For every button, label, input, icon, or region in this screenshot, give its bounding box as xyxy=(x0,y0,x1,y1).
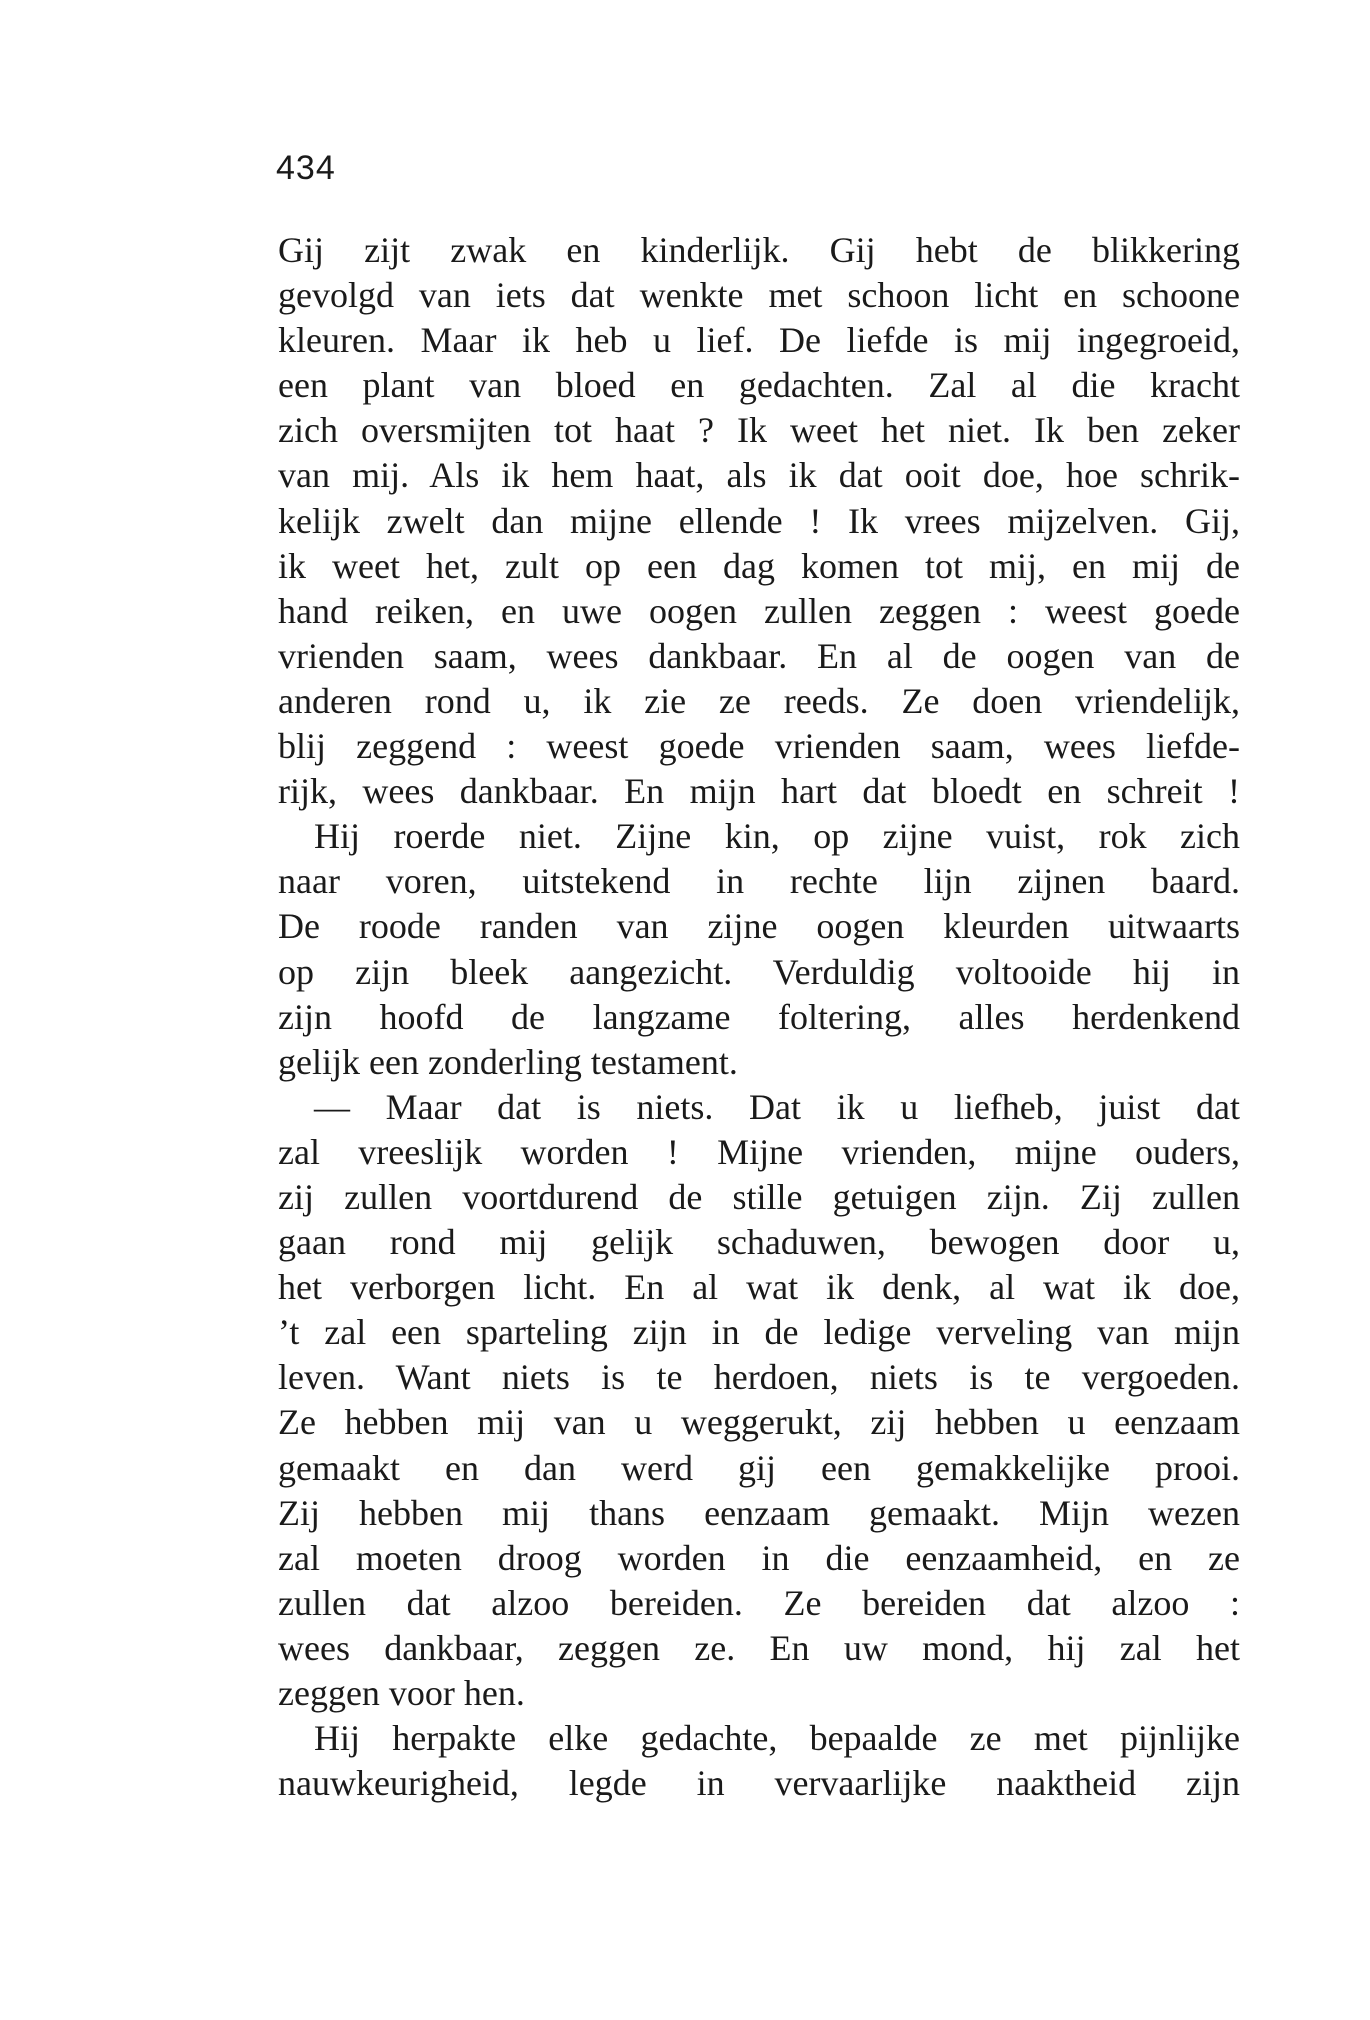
text-line: kleuren. Maar ik heb u lief. De liefde is mij ingegroeid, xyxy=(278,320,1240,361)
text-line: wees dankbaar, zeggen ze. En uw mond, hij zal het xyxy=(278,1627,1240,1668)
text-line: De roode randen van zijne oogen kleurden uitwaarts xyxy=(278,906,1240,947)
text-line: gaan rond mij gelijk schaduwen, bewogen door u, xyxy=(278,1222,1240,1263)
text-line: rijk, wees dankbaar. En mijn hart dat bloedt en schreit ! xyxy=(278,771,1240,812)
text-line: Hij herpakte elke gedachte, bepaalde ze met pijnlijke xyxy=(314,1718,1240,1759)
text-line: anderen rond u, ik zie ze reeds. Ze doen vriendelijk, xyxy=(278,680,1240,721)
text-line: gelijk een zonderling testament. xyxy=(278,1041,738,1082)
text-line: zullen dat alzoo bereiden. Ze bereiden dat alzoo : xyxy=(278,1582,1240,1623)
text-line: gevolgd van iets dat wenkte met schoon licht en schoone xyxy=(278,275,1240,316)
text-line: zijn hoofd de langzame foltering, alles herdenkend xyxy=(278,996,1240,1037)
text-line: vrienden saam, wees dankbaar. En al de oogen van de xyxy=(278,635,1240,676)
text-line: blij zeggend : weest goede vrienden saam, wees liefde- xyxy=(278,726,1240,767)
text-line: kelijk zwelt dan mijne ellende ! Ik vrees mijzelven. Gij, xyxy=(278,500,1240,541)
text-line: leven. Want niets is te herdoen, niets is te vergoeden. xyxy=(278,1357,1240,1398)
text-line: een plant van bloed en gedachten. Zal al die kracht xyxy=(278,365,1240,406)
text-line: zij zullen voortdurend de stille getuigen zijn. Zij zullen xyxy=(278,1176,1240,1217)
page-number: 434 xyxy=(276,149,336,187)
body-text xyxy=(278,228,1240,1806)
text-line: gemaakt en dan werd gij een gemakkelijke prooi. xyxy=(278,1447,1240,1488)
text-line: zal moeten droog worden in die eenzaamheid, en ze xyxy=(278,1537,1240,1578)
text-line: Ze hebben mij van u weggerukt, zij hebben u eenzaam xyxy=(278,1402,1240,1443)
text-line: — Maar dat is niets. Dat ik u liefheb, juist dat xyxy=(314,1086,1240,1127)
text-line: naar voren, uitstekend in rechte lijn zijnen baard. xyxy=(278,861,1240,902)
text-line: op zijn bleek aangezicht. Verduldig voltooide hij in xyxy=(278,951,1240,992)
text-line: zich oversmijten tot haat ? Ik weet het niet. Ik ben zeker xyxy=(278,410,1240,451)
text-line: Gij zijt zwak en kinderlijk. Gij hebt de blikkering xyxy=(278,230,1240,270)
text-line: zeggen voor hen. xyxy=(278,1673,525,1713)
text-line: Hij roerde niet. Zijne kin, op zijne vuist, rok zich xyxy=(314,816,1240,857)
text-line: ’t zal een sparteling zijn in de ledige verveling van mijn xyxy=(278,1312,1240,1353)
text-line: hand reiken, en uwe oogen zullen zeggen : weest goede xyxy=(278,590,1240,631)
text-line: Zij hebben mij thans eenzaam gemaakt. Mijn wezen xyxy=(278,1492,1240,1533)
text-line: zal vreeslijk worden ! Mijne vrienden, mijne ouders, xyxy=(278,1131,1240,1172)
text-line: nauwkeurigheid, legde in vervaarlijke naaktheid zijn xyxy=(278,1763,1240,1804)
text-line: ik weet het, zult op een dag komen tot mij, en mij de xyxy=(278,545,1240,586)
text-line: van mij. Als ik hem haat, als ik dat ooit doe, hoe schrik- xyxy=(278,455,1240,496)
text-line: het verborgen licht. En al wat ik denk, al wat ik doe, xyxy=(278,1267,1240,1308)
